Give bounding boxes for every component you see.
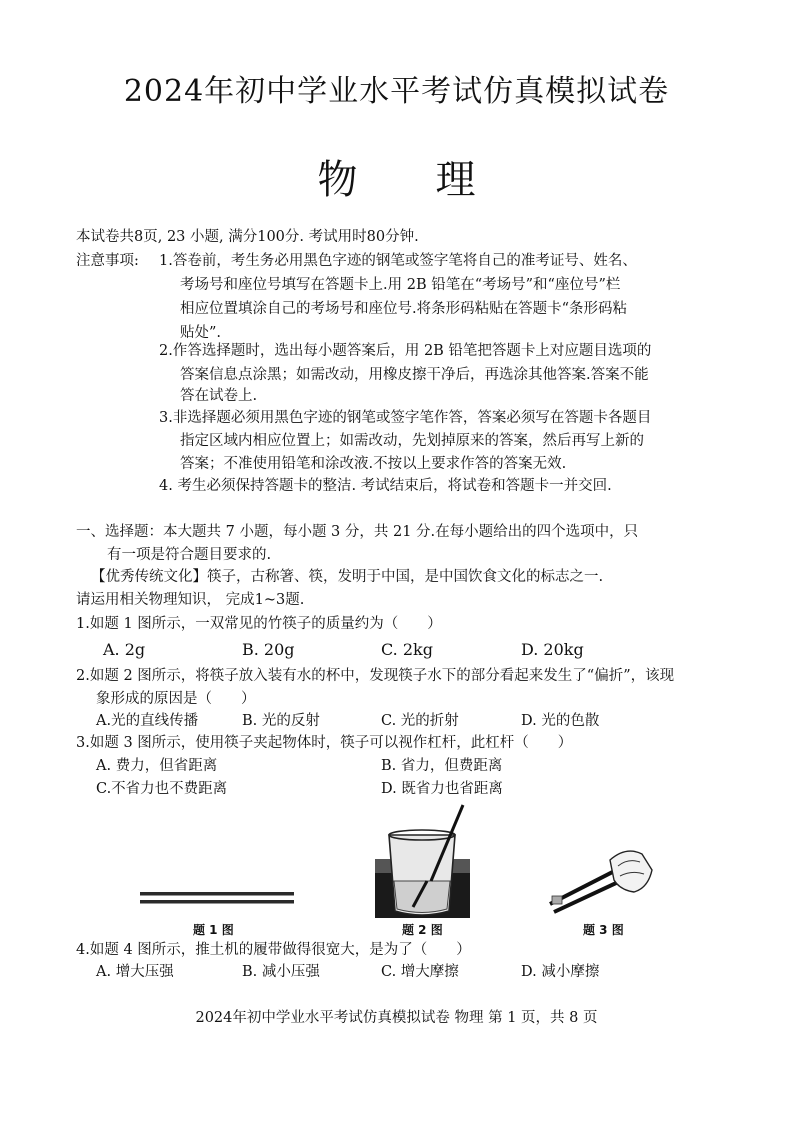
- subject-title: [0, 148, 793, 205]
- q3-option-a: A. 费力，但省距离: [96, 758, 218, 774]
- q3-stem: 3.如题 3 图所示，使用筷子夹起物体时，筷子可以视作杠杆，此杠杆（ ）: [76, 735, 573, 751]
- subject-char-1: 物: [317, 157, 358, 203]
- figure-2-glass: [375, 803, 470, 918]
- note-2-line-1: 2.作答选择题时，选出每小题答案后，用 2B 铅笔把答题卡上对应题目选项的: [159, 343, 652, 359]
- notes-label: 注意事项:: [76, 253, 139, 269]
- figure-2-caption: 题 2 图: [402, 923, 443, 937]
- q3-option-b: B. 省力，但费距离: [381, 758, 503, 774]
- q3-option-c: C.不省力也不费距离: [96, 781, 228, 797]
- q1-option-a: A. 2g: [103, 640, 146, 659]
- subject-char-2: 理: [435, 157, 476, 203]
- note-1-line-1: 1.答卷前，考生务必用黑色字迹的钢笔或签字笔将自己的准考证号、姓名、: [159, 253, 637, 269]
- note-2-line-2: 答案信息点涂黑；如需改动，用橡皮擦干净后，再选涂其他答案.答案不能: [180, 367, 649, 383]
- context-line-1: 【优秀传统文化】筷子，古称箸、筷，发明于中国，是中国饮食文化的标志之一.: [91, 569, 604, 585]
- hand-holding-chopsticks-illustration: [548, 840, 658, 918]
- exam-title: 2024年初中学业水平考试仿真模拟试卷: [123, 74, 670, 109]
- note-2-line-3: 答在试卷上.: [180, 388, 258, 404]
- exam-intro: 本试卷共8页, 23 小题, 满分100分. 考试用时80分钟.: [76, 229, 419, 245]
- note-1-line-3: 相应位置填涂自己的考场号和座位号.将条形码粘贴在答题卡“条形码粘: [180, 301, 628, 317]
- q4-option-b: B. 减小压强: [242, 964, 320, 980]
- q4-option-c: C. 增大摩擦: [381, 964, 459, 980]
- q1-option-b: B. 20g: [242, 640, 295, 659]
- chopsticks-illustration: [138, 803, 298, 921]
- q1-option-d: D. 20kg: [521, 640, 584, 659]
- q1-stem: 1.如题 1 图所示，一双常见的竹筷子的质量约为（ ）: [76, 616, 442, 632]
- q2-option-b: B. 光的反射: [242, 713, 320, 729]
- q4-option-a: A. 增大压强: [96, 964, 174, 980]
- note-4: 4. 考生必须保持答题卡的整洁. 考试结束后，将试卷和答题卡一并交回.: [159, 478, 612, 494]
- note-3-line-3: 答案；不准使用铅笔和涂改液.不按以上要求作答的答案无效.: [180, 456, 567, 472]
- q2-stem-line-1: 2.如题 2 图所示，将筷子放入装有水的杯中，发现筷子水下的部分看起来发生了“偏折”，该现: [76, 668, 675, 684]
- q4-stem: 4.如题 4 图所示，推土机的履带做得很宽大，是为了（ ）: [76, 942, 471, 958]
- note-3-line-1: 3.非选择题必须用黑色字迹的钢笔或签字笔作答，答案必须写在答题卡各题目: [159, 410, 652, 426]
- q2-option-c: C. 光的折射: [381, 713, 459, 729]
- context-line-2: 请运用相关物理知识， 完成1~3题.: [76, 592, 305, 608]
- figure-3-caption: 题 3 图: [583, 923, 624, 937]
- section-1-heading-line-1: 一、选择题：本大题共 7 小题，每小题 3 分，共 21 分.在每小题给出的四个选项中，只: [76, 524, 639, 540]
- figure-3-hand: [548, 840, 658, 918]
- q4-option-d: D. 减小摩擦: [521, 964, 600, 980]
- figure-1-caption: 题 1 图: [193, 923, 234, 937]
- q2-stem-line-2: 象形成的原因是（ ）: [96, 691, 256, 707]
- note-1-line-4: 贴处”.: [180, 325, 222, 341]
- page-footer: 2024年初中学业水平考试仿真模拟试卷 物理 第 1 页，共 8 页: [195, 1010, 598, 1026]
- q2-option-a: A.光的直线传播: [96, 713, 199, 729]
- section-1-heading-line-2: 有一项是符合题目要求的.: [107, 547, 272, 563]
- glass-with-chopstick-illustration: [375, 803, 470, 918]
- q3-option-d: D. 既省力也省距离: [381, 781, 503, 797]
- note-3-line-2: 指定区域内相应位置上；如需改动，先划掉原来的答案，然后再写上新的: [180, 433, 644, 449]
- note-1-line-2: 考场号和座位号填写在答题卡上.用 2B 铅笔在“考场号”和“座位号”栏: [180, 277, 621, 293]
- q1-option-c: C. 2kg: [381, 640, 433, 659]
- figure-1-chopsticks: [138, 803, 298, 921]
- q2-option-d: D. 光的色散: [521, 713, 600, 729]
